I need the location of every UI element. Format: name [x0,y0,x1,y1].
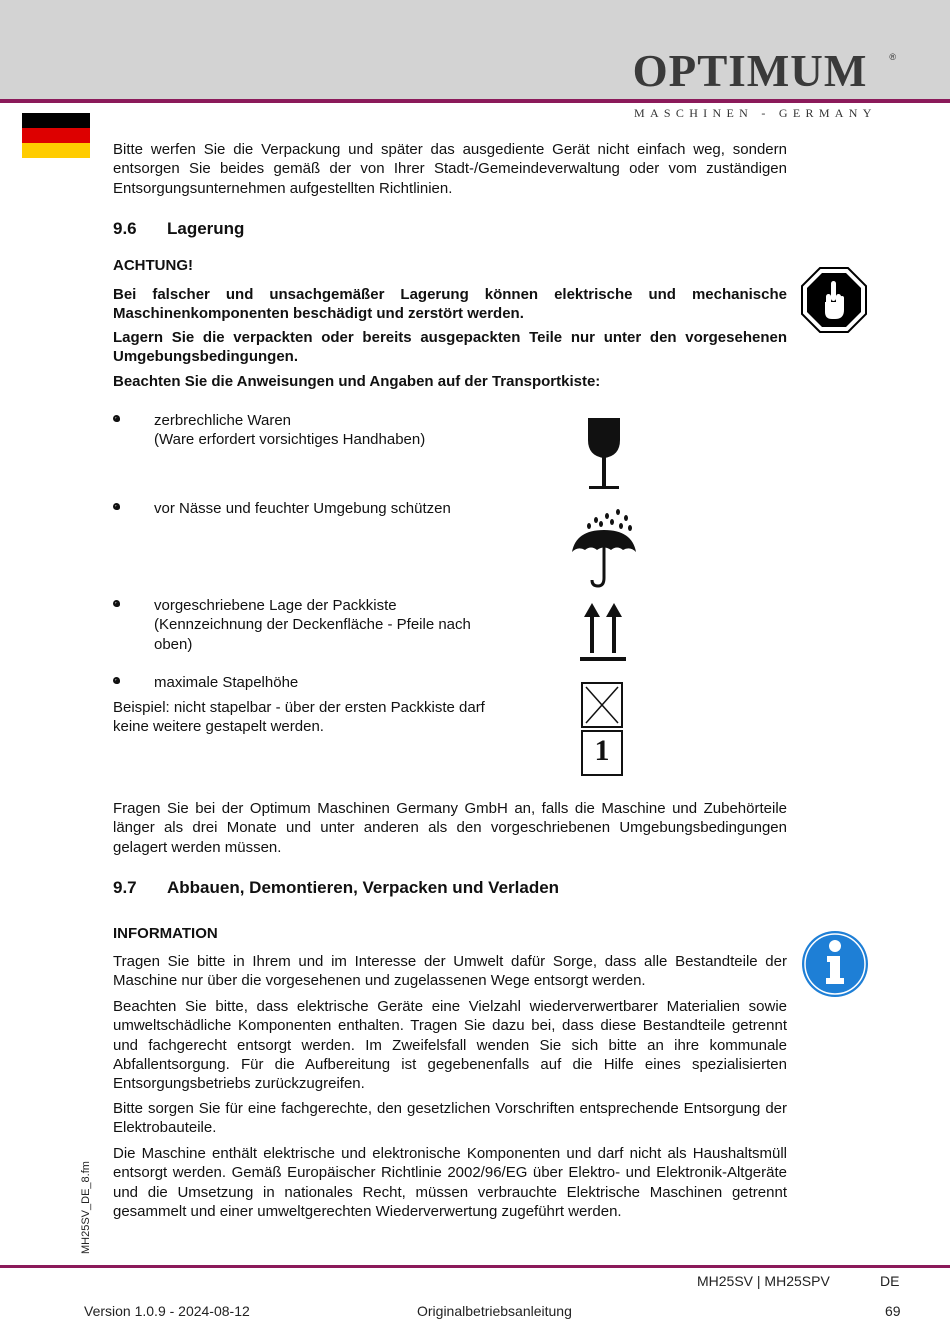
logo-registered-mark: ® [889,52,896,62]
section-heading-9-6: 9.6 Lagerung [113,219,245,238]
stack-example: Beispiel: nicht stapelbar - über der ersten Packkiste darf keine weitere gestapelt werden. [113,699,485,736]
german-flag-icon [22,113,90,158]
info-label: INFORMATION [113,925,218,942]
section-heading-9-7: 9.7 Abbauen, Demontieren, Verpacken und Verladen [113,878,560,897]
stack-limit-number: 1 [594,734,610,767]
logo-text: OPTIMUM [632,45,868,96]
item-text: vor Nässe und feuchter Umgebung schützen [154,500,451,517]
umbrella-rain-icon [570,506,638,590]
bullet-icon [113,677,120,684]
bullet-icon [113,415,120,422]
disposal-paragraph-4: Die Maschine enthält elektrische und elektronische Komponenten und darf nicht als Haushaltsmüll entsorgt werden. Gemäß Europäischer Richtlinie 2002/96/EG über Elektro- und Elektronik-Altgeräte und die Umsetzung in nationales Recht, müssen verbrauchte Elektrische Maschinen getrennt gesammelt und einer umweltgerechten Wiederverwertung zugeführt werden. [113,1145,787,1220]
fragile-glass-icon [586,418,622,490]
warning-text-1: Bei falscher und unsachgemäßer Lagerung können elektrische und mechanische Maschinenkomponenten beschädigt und zerstört werden. [113,286,787,323]
disposal-paragraph-1: Tragen Sie bitte in Ihrem und im Interesse der Umwelt dafür Sorge, dass alle Bestandteile der Maschine nur über die vorgesehenen und zugelassenen Wege entsorgt werden. [113,953,787,990]
item-note: (Ware erfordert vorsichtiges Handhaben) [154,431,426,449]
hand-stop-icon [801,267,867,333]
item-text: maximale Stapelhöhe [154,674,299,691]
item-text: vorgeschriebene Lage der Packkiste [154,597,397,614]
footer-accent-line [0,1265,950,1268]
warning-text-3: Beachten Sie die Anweisungen und Angaben auf der Transportkiste: [113,373,601,390]
footer-version: Version 1.0.9 - 2024-08-12 [84,1303,250,1319]
disposal-paragraph-3: Bitte sorgen Sie für eine fachgerechte, den gesetzlichen Vorschriften entsprechende Entsorgung der Elektrobauteile. [113,1100,787,1137]
info-icon [801,930,869,998]
header-accent-line [0,99,950,103]
optimum-logo [600,45,900,96]
this-way-up-icon [580,603,626,663]
intro-paragraph: Bitte werfen Sie die Verpackung und später das ausgediente Gerät nicht einfach weg, sondern entsorgen Sie beides gemäß der von Ihrer Stadt-/Gemeindeverwaltung oder vom zuständigen Entsorgungsunternehmen aufgestellten Richtlinien. [113,141,787,197]
storage-closing-paragraph: Fragen Sie bei der Optimum Maschinen Germany GmbH an, falls die Maschine und Zubehörteile länger als drei Monate und unter anderen als den vorgeschriebenen Umgebungsbedingungen gelagert werden müssen. [113,800,787,856]
item-note: oben) [154,635,193,653]
bullet-icon [113,503,120,510]
item-text: zerbrechliche Waren [154,412,291,429]
footer-model: MH25SV | MH25SPV [697,1273,830,1289]
disposal-paragraph-2: Beachten Sie bitte, dass elektrische Geräte eine Vielzahl wiederverwertbarer Materialien sowie umweltschädliche Komponenten enthalten. Tragen Sie dazu bei, dass diese Bestandteile getrennt und fachgerecht entsorgt werden. Im Zweifelsfall wenden Sie sich bitte an ihre kommunale Abfallentsorgung. Für die Aufbereitung ist gegebenenfalls auf die Hilfe eines spezialisierten Entsorgungsbetriebs zurückzugreifen. [113,998,787,1093]
footer-language: DE [880,1273,900,1289]
logo-tagline: MASCHINEN - GERMANY [634,106,877,120]
item-note: (Kennzeichnung der Deckenfläche - Pfeile nach [154,616,471,634]
footer-page-number: 69 [885,1303,901,1319]
side-file-id: MH25SV_DE_8.fm [80,1161,92,1254]
warning-text-2: Lagern Sie die verpackten oder bereits ausgepackten Teile nur unter den vorgesehenen Umgebungsbedingungen. [113,329,787,366]
footer-doc-type: Originalbetriebsanleitung [417,1303,572,1319]
warning-label: ACHTUNG! [113,257,193,274]
bullet-icon [113,600,120,607]
